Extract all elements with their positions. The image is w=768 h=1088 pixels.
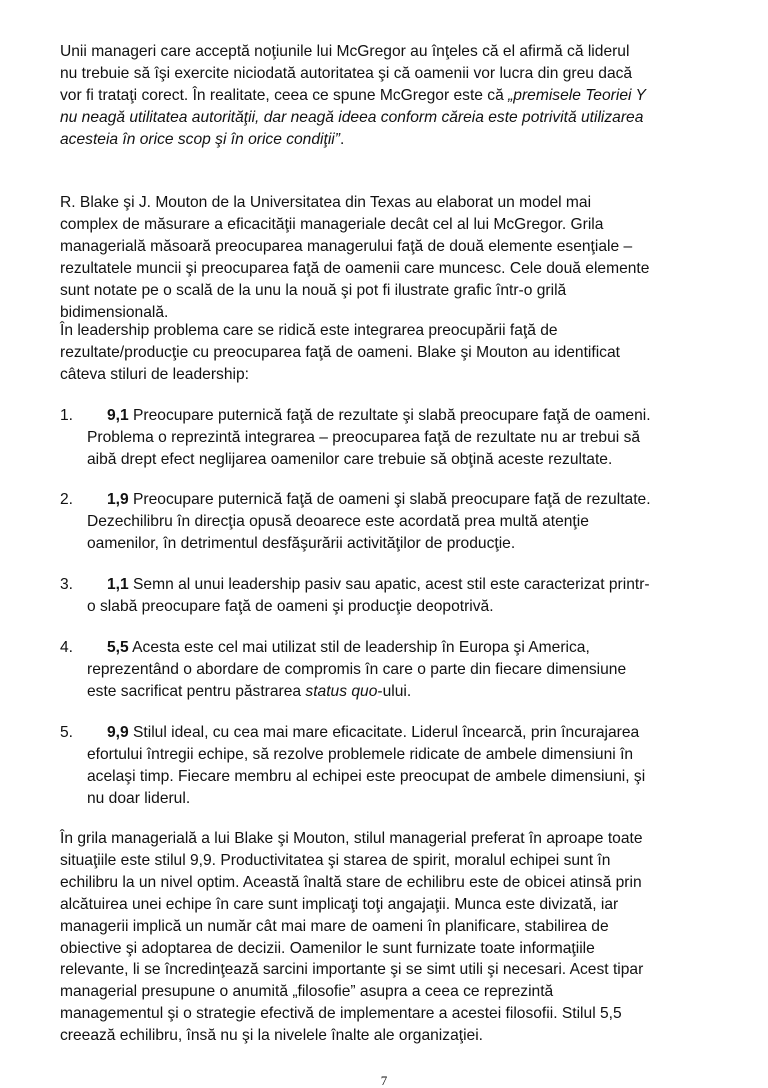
list-item-text: Preocupare puternică faţă de rezultate şi slabă preocupare faţă de oameni. Problema o reprezintă integrarea – preocuparea faţă de rezultate nu ar trebui să aibă drept efect neglijarea oamenilor care trebuie să obţină aceste rezultate. [87, 407, 651, 468]
paragraph-leadership-intro: În leadership problema care se ridică este integrarea preocupării faţă de rezultate/producţie cu preocuparea faţă de oameni. Blake şi Mouton au identificat câteva stiluri de leadership: [60, 322, 620, 383]
style-code: 9,1 [107, 407, 129, 424]
paragraph-mcgregor-text: Unii manageri care acceptă noţiunile lui McGregor au înţeles că el afirmă că liderul nu trebuie să îşi exercite niciodată autoritatea şi că oamenii vor lucra din greu dacă vor fi trataţi corect. În realitate, ceea ce spune McGregor este că [60, 43, 633, 104]
list-number: 4. [60, 639, 74, 656]
page-number: 7 [380, 1073, 388, 1088]
list-number: 5. [60, 724, 74, 741]
list-item-body [87, 405, 720, 471]
style-code: 5,5 [107, 639, 129, 656]
style-code: 1,1 [107, 576, 129, 593]
list-item-body [87, 637, 720, 703]
paragraph-grid-conclusion: În grila managerială a lui Blake şi Mouton, stilul managerial preferat în aproape toate situaţiile este stilul 9,9. Productivitatea şi starea de spirit, moralul echipei sunt în echilibru la un nivel optim. Această înaltă stare de echilibru este de obicei atinsă prin alcătuirea unei echipe în care sunt implicaţi toţi angajaţii. Munca este divizată, iar managerii implică un număr cât mai mare de oameni în planificare, stabilirea de obiective şi adoptarea de decizii. Oamenilor le sunt furnizate toate informaţiile relevante, li se încredinţează sarcini importante şi se simt utili şi necesari. Acest tipar managerial presupune o anumită „filosofie” asupra a ceea ce reprezintă managementul şi o strategie efectivă de implementare a acestei filosofii. Stilul 5,5 creează echilibru, însă nu şi la nivelele înalte ale organizaţiei. [60, 830, 644, 1045]
list-item-text-end: -ului. [377, 682, 412, 700]
list-number: 1. [60, 407, 74, 424]
style-code: 1,9 [107, 491, 129, 508]
list-item-text: Acesta este cel mai utilizat stil de leadership în Europa şi America, reprezentând o abordare de compromis în care o parte din fiecare dimensiune este sacrificat pentru păstrarea [87, 639, 627, 700]
paragraph-mcgregor [60, 41, 720, 151]
paragraph-mcgregor-end: . [339, 130, 345, 148]
list-item-text: Preocupare puternică faţă de oameni şi slabă preocupare faţă de rezultate. Dezechilibru în direcţia opusă deoarece este acordată prea multă atenţie oamenilor, în detrimentul desfăşurării activităţilor de producţie. [87, 491, 651, 552]
list-item-text: Stilul ideal, cu cea mai mare eficacitate. Liderul încearcă, prin încurajarea efortului întregii echipe, să rezolve problemele ridicate de ambele dimensiuni în acelaşi timp. Fiecare membru al echipei este preocupat de ambele dimensiuni, şi nu doar liderul. [87, 724, 646, 807]
mcgregor-quote: „premisele Teoriei Y nu neagă utilitatea autorităţii, dar neagă ideea conform căreia este potrivită utilizarea acesteia în orice scop şi în orice condiţii” [60, 86, 646, 148]
list-item-text: Semn al unui leadership pasiv sau apatic, acest stil este caracterizat printr- o slabă preocupare faţă de oameni şi producţie deopotrivă. [87, 576, 650, 615]
list-number: 3. [60, 576, 74, 593]
list-item-body [87, 722, 720, 810]
list-item-body [87, 489, 720, 555]
paragraph-blake-mouton: R. Blake şi J. Mouton de la Universitatea din Texas au elaborat un model mai complex de măsurare a eficacităţii manageriale decât cel al lui McGregor. Grila managerială măsoară preocuparea managerului faţă de două elemente esenţiale – rezultatele muncii şi preocuparea faţă de oamenii care muncesc. Cele două elemente sunt notate pe o scală de la unu la nouă şi pot fi ilustrate grafic într-o grilă bidimensională. [60, 194, 650, 321]
list-item-body [87, 574, 720, 618]
status-quo-term: status quo [305, 682, 378, 700]
list-number: 2. [60, 491, 74, 508]
style-code: 9,9 [107, 724, 129, 741]
